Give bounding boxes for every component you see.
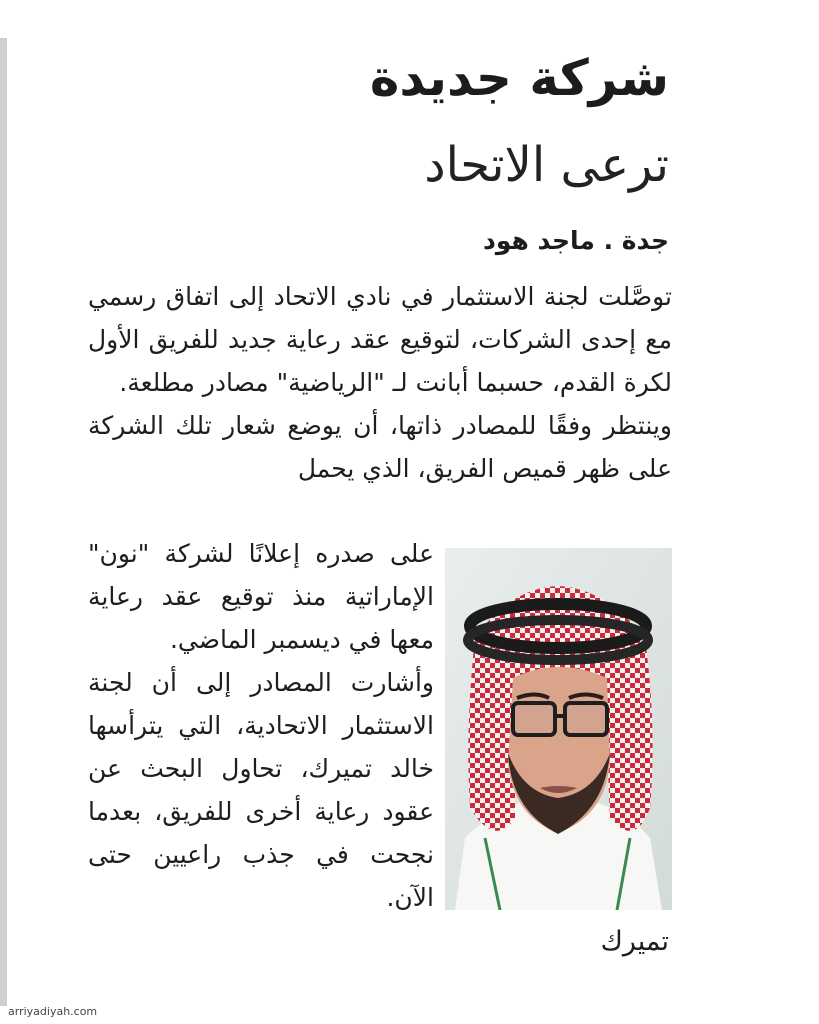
- paragraph-4: وأشارت المصادر إلى أن لجنة الاستثمار الاتحادية، التي يترأسها خالد تميرك، تحاول البحث عن عقود رعاية أخرى للفريق، بعدما نجحت في جذب راعيين حتى الآن.: [88, 668, 434, 912]
- page-edge-rule: [0, 38, 7, 1006]
- article-byline: جدة . ماجد هود: [483, 226, 669, 255]
- source-watermark: arriyadiyah.com: [8, 1005, 98, 1018]
- photo-caption: تميرك: [600, 926, 669, 957]
- article-headline: شركة جديدة: [369, 49, 669, 107]
- paragraph-1: توصَّلت لجنة الاستثمار في نادي الاتحاد إلى اتفاق رسمي مع إحدى الشركات، لتوقيع عقد رعاية جديد للفريق الأول لكرة القدم، حسبما أبانت لـ "الرياضية" مصادر مطلعة.: [88, 282, 672, 397]
- paragraph-3: على صدره إعلانًا لشركة "نون" الإماراتية منذ توقيع عقد رعاية معها في ديسمبر الماضي.: [88, 539, 434, 654]
- article-body-top: [88, 275, 672, 490]
- paragraph-2: وينتظر وفقًا للمصادر ذاتها، أن يوضع شعار تلك الشركة على ظهر قميص الفريق، الذي يحمل: [88, 411, 672, 483]
- article-body-column: [88, 532, 434, 919]
- article-subheadline: ترعى الاتحاد: [424, 137, 669, 193]
- portrait-photo: [445, 548, 672, 910]
